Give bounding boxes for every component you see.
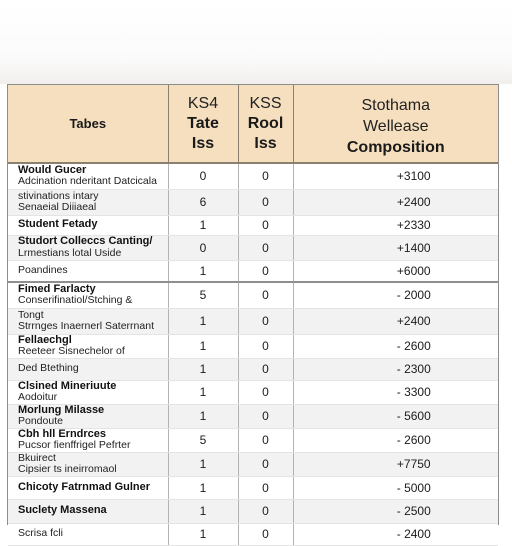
composition-value-cell: - 2600 — [293, 428, 498, 452]
composition-value-cell: +2330 — [293, 215, 498, 235]
kss-value-cell: 0 — [238, 189, 293, 215]
kss-value-cell: 0 — [238, 499, 293, 523]
composition-value-cell: - 5000 — [293, 476, 498, 499]
ks4-value-cell: 1 — [168, 523, 238, 545]
row-label-line: Pucsor fienffrigel Pefrter — [18, 439, 131, 451]
row-label-line: Would Gucer — [18, 163, 87, 176]
header-line: Tate — [187, 114, 219, 132]
row-label-cell — [8, 428, 168, 452]
row-label-line: Scrisa fcli — [18, 527, 63, 540]
table-row — [8, 334, 498, 358]
row-label-cell — [8, 308, 168, 334]
row-label-line: Lrmestians lotal Uside — [18, 246, 122, 259]
row-label-cell — [8, 452, 168, 476]
row-label-cell — [8, 260, 168, 282]
row-label-line: Strrnges Inaernerl Saterrnant — [18, 320, 154, 332]
composition-value-cell: - 2400 — [293, 523, 498, 545]
row-label-line: Morlung Milasse — [18, 403, 105, 416]
ks4-value-cell: 1 — [168, 380, 238, 404]
table-row — [8, 189, 498, 215]
row-label-line: Student Fetady — [18, 218, 98, 231]
table-header-row — [8, 85, 498, 163]
header-line: Composition — [346, 139, 445, 156]
composition-value-cell: +7750 — [293, 452, 498, 476]
row-label-line: Conserifinatiol/Stching & — [18, 294, 133, 307]
composition-value-cell: - 2300 — [293, 358, 498, 380]
row-label-line: Clsined Mineriuute — [18, 379, 117, 392]
row-label-cell — [8, 282, 168, 308]
kss-value-cell: 0 — [238, 163, 293, 189]
column-header-tabes: Tabes — [8, 85, 168, 163]
table-row — [8, 523, 498, 545]
row-label-line: Tongt — [18, 308, 44, 321]
kss-value-cell: 0 — [238, 334, 293, 358]
composition-value-cell: - 2600 — [293, 334, 498, 358]
row-label-cell — [8, 358, 168, 380]
composition-value-cell: +2400 — [293, 189, 498, 215]
header-line: KSS — [249, 94, 282, 112]
column-header-composition — [293, 85, 498, 163]
kss-value-cell: 0 — [238, 235, 293, 260]
table-row — [8, 404, 498, 428]
table-row — [8, 163, 498, 189]
page-background-top — [0, 0, 512, 84]
composition-value-cell: - 5600 — [293, 404, 498, 428]
kss-value-cell: 0 — [238, 523, 293, 545]
kss-value-cell: 0 — [238, 260, 293, 282]
composition-value-cell: +6000 — [293, 260, 498, 282]
table-row — [8, 308, 498, 334]
row-label-cell — [8, 380, 168, 404]
table-row — [8, 358, 498, 380]
table-body — [8, 163, 498, 545]
row-label-cell — [8, 523, 168, 545]
row-label-line: Fellaechgl — [18, 333, 72, 346]
kss-value-cell: 0 — [238, 452, 293, 476]
table-row — [8, 452, 498, 476]
kss-value-cell: 0 — [238, 380, 293, 404]
row-label-line: Bkuirect — [18, 451, 56, 464]
row-label-line: Senaeial Diiiaeal — [18, 201, 97, 213]
row-label-cell — [8, 476, 168, 499]
ks4-value-cell: 1 — [168, 476, 238, 499]
kss-value-cell: 0 — [238, 428, 293, 452]
row-label-line: Cipsier ts ineirromaol — [18, 463, 117, 475]
kss-value-cell: 0 — [238, 476, 293, 499]
row-label-cell — [8, 235, 168, 260]
ks4-value-cell: 1 — [168, 260, 238, 282]
ks4-value-cell: 0 — [168, 235, 238, 260]
kss-value-cell: 0 — [238, 358, 293, 380]
row-label-line: Pondoute — [18, 415, 63, 427]
row-label-line: Cbh hll Erndrces — [18, 427, 107, 440]
composition-value-cell: +3100 — [293, 163, 498, 189]
column-header-kss — [238, 85, 293, 163]
row-label-cell — [8, 189, 168, 215]
row-label-cell — [8, 163, 168, 189]
table-row — [8, 476, 498, 499]
ks4-value-cell: 1 — [168, 404, 238, 428]
table-row — [8, 235, 498, 260]
header-line: KS4 — [187, 94, 219, 112]
ks4-value-cell: 1 — [168, 358, 238, 380]
header-line: Stothama — [361, 97, 430, 114]
row-label-line: Fimed Farlacty — [18, 282, 96, 295]
table-row — [8, 428, 498, 452]
ks4-value-cell: 1 — [168, 499, 238, 523]
composition-value-cell: - 3300 — [293, 380, 498, 404]
composition-value-cell: - 2000 — [293, 282, 498, 308]
table-row — [8, 282, 498, 308]
row-label-line: Ded Btething — [18, 362, 79, 375]
kss-value-cell: 0 — [238, 215, 293, 235]
header-line: Iss — [254, 134, 277, 152]
composition-table-sheet — [7, 84, 499, 541]
header-line: Rool — [247, 114, 284, 132]
ks4-value-cell: 0 — [168, 163, 238, 189]
ks4-value-cell: 5 — [168, 282, 238, 308]
table-row — [8, 215, 498, 235]
ks4-value-cell: 1 — [168, 215, 238, 235]
composition-table — [8, 85, 498, 546]
composition-value-cell: +2400 — [293, 308, 498, 334]
kss-value-cell: 0 — [238, 308, 293, 334]
ks4-value-cell: 1 — [168, 334, 238, 358]
composition-value-cell: +1400 — [293, 235, 498, 260]
row-label-cell — [8, 404, 168, 428]
row-label-line: Suclety Massena — [18, 504, 107, 517]
header-line: Iss — [191, 134, 215, 152]
table-row — [8, 380, 498, 404]
table-row — [8, 260, 498, 282]
row-label-line: Aodoitur — [18, 391, 58, 403]
row-label-line: Adcination nderitant Datcicala — [18, 175, 157, 188]
row-label-line: Poandines — [18, 264, 68, 276]
ks4-value-cell: 5 — [168, 428, 238, 452]
row-label-line: Studort Colleccs Canting/ — [18, 235, 153, 247]
row-label-cell — [8, 499, 168, 523]
ks4-value-cell: 1 — [168, 308, 238, 334]
table-row — [8, 499, 498, 523]
row-label-line: Reeteer Sisnechelor of — [18, 345, 125, 357]
row-label-cell — [8, 334, 168, 358]
row-label-line: Chicoty Fatrnmad Gulner — [18, 480, 151, 493]
row-label-cell — [8, 215, 168, 235]
kss-value-cell: 0 — [238, 404, 293, 428]
column-header-ks4 — [168, 85, 238, 163]
kss-value-cell: 0 — [238, 282, 293, 308]
row-label-line: stivinations intary — [18, 189, 99, 202]
ks4-value-cell: 6 — [168, 189, 238, 215]
composition-value-cell: - 2500 — [293, 499, 498, 523]
ks4-value-cell: 1 — [168, 452, 238, 476]
header-line: Wellease — [362, 118, 429, 135]
